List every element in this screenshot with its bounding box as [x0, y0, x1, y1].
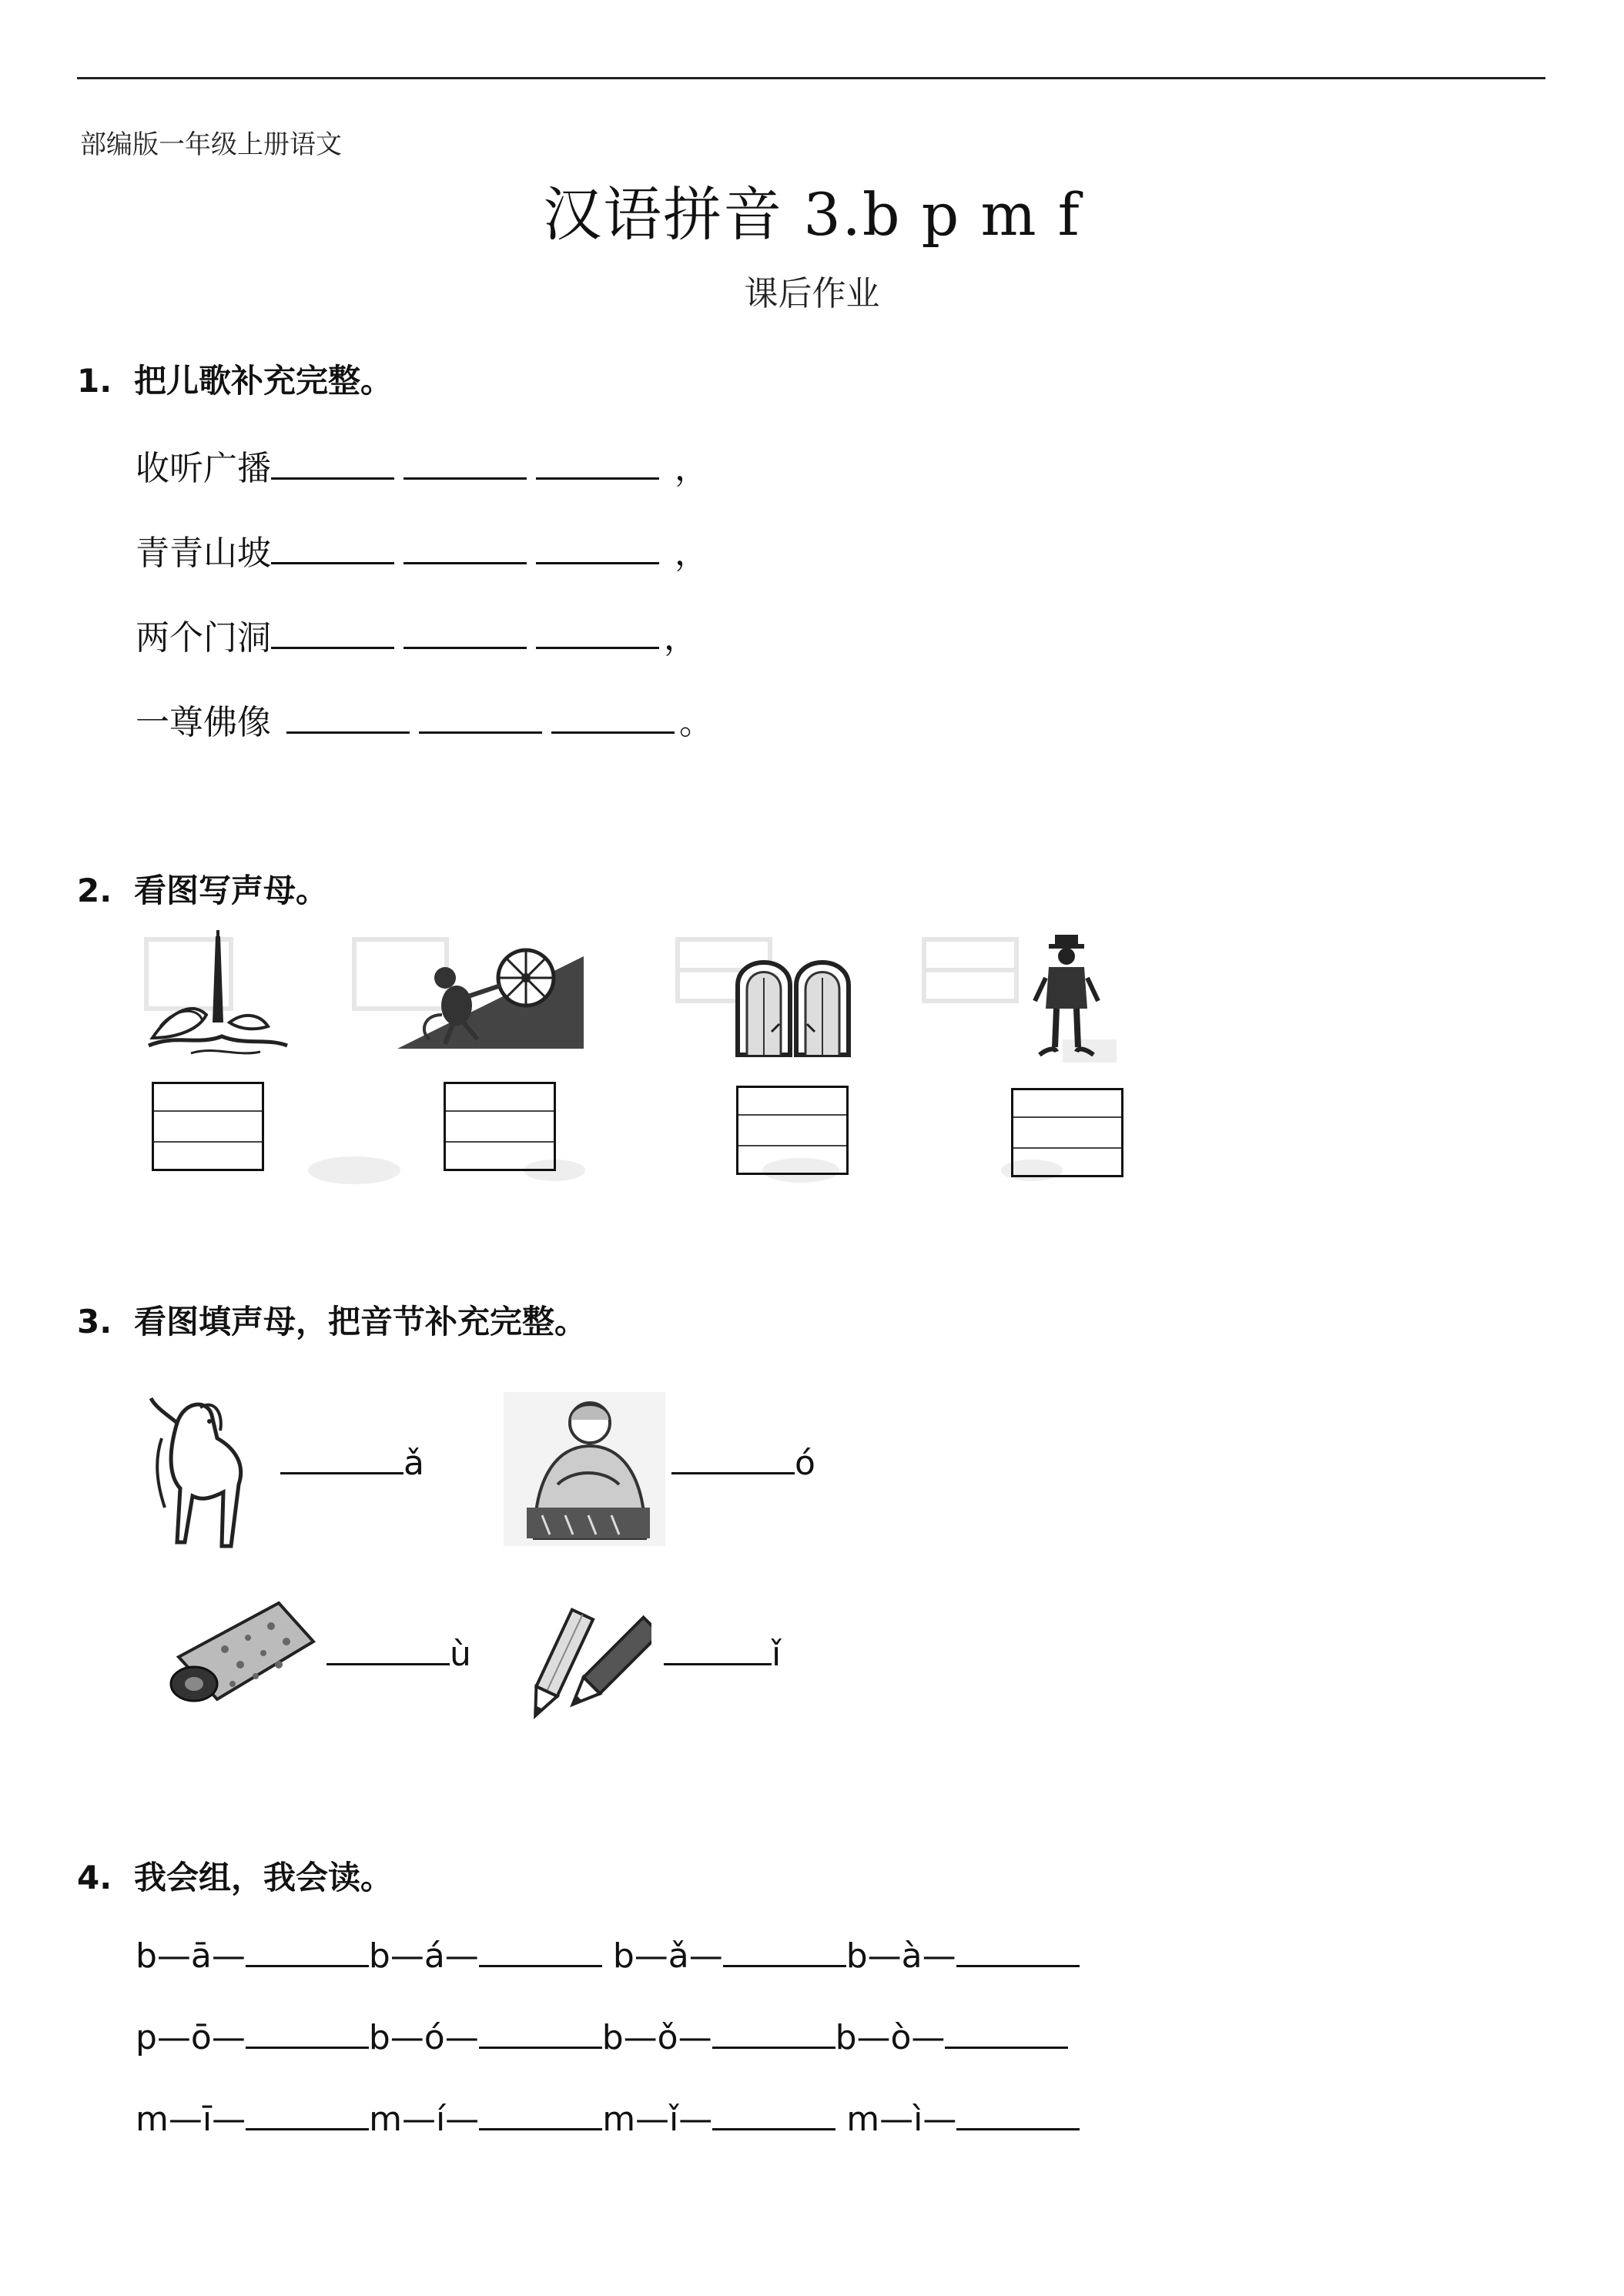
- q4-row-2: [136, 2017, 1068, 2057]
- double-arch-door-icon: [732, 947, 855, 1063]
- answer-blank[interactable]: [271, 618, 394, 649]
- q4-row-1: [136, 1936, 1080, 1976]
- horse-icon: [146, 1392, 270, 1554]
- q3-final: ǐ: [772, 1635, 782, 1674]
- question-1-number: 1.: [77, 362, 112, 400]
- question-2-number: 2.: [77, 872, 112, 909]
- q1-line-prefix: 一尊佛像: [136, 703, 271, 742]
- answer-blank[interactable]: [326, 1634, 450, 1665]
- monkey-pushing-wheel-icon: [391, 941, 591, 1056]
- syllable-stem: m—ī—: [136, 2100, 246, 2139]
- answer-blank[interactable]: [723, 1936, 846, 1967]
- q1-line-end: 。: [679, 703, 713, 742]
- answer-blank[interactable]: [712, 2017, 835, 2049]
- question-1-text: 把儿歌补充完整。: [134, 362, 393, 400]
- q3-final: ó: [795, 1444, 815, 1483]
- answer-blank[interactable]: [403, 618, 527, 649]
- answer-blank[interactable]: [479, 1936, 602, 1967]
- syllable-stem: m—ì—: [846, 2100, 957, 2139]
- syllable-stem: b—á—: [368, 1936, 479, 1976]
- top-rule: [77, 77, 1545, 79]
- q1-line-prefix: 两个门洞: [136, 618, 271, 658]
- question-2-heading: [77, 865, 328, 912]
- answer-blank[interactable]: [956, 1936, 1080, 1967]
- syllable-stem: b—ā—: [136, 1936, 246, 1976]
- old-woman-icon: [504, 1392, 665, 1546]
- question-4-text: 我会组，我会读。: [134, 1859, 393, 1896]
- answer-blank[interactable]: [956, 2099, 1080, 2130]
- question-4-heading: [77, 1853, 393, 1899]
- q3-final: ù: [450, 1635, 471, 1674]
- q1-line-1: [136, 440, 708, 490]
- question-3-heading: [77, 1297, 587, 1343]
- q3-item-2: [671, 1443, 815, 1483]
- page-title: 汉语拼音 3.b p m f: [543, 180, 1081, 249]
- q3-item-4: [664, 1634, 781, 1674]
- q1-line-end: ，: [664, 618, 698, 658]
- question-2-text: 看图写声母。: [134, 872, 329, 909]
- q1-line-2: [136, 525, 708, 574]
- writing-grid[interactable]: [152, 1082, 264, 1171]
- writing-grid[interactable]: [444, 1082, 556, 1171]
- answer-blank[interactable]: [551, 702, 675, 734]
- question-1-heading: [77, 356, 393, 402]
- answer-blank[interactable]: [246, 2099, 369, 2130]
- syllable-stem: b—ó—: [368, 2018, 479, 2057]
- q4-row-3: [136, 2099, 1080, 2139]
- answer-blank[interactable]: [246, 1936, 369, 1967]
- q3-final: ǎ: [403, 1444, 424, 1483]
- answer-blank[interactable]: [712, 2099, 835, 2130]
- q1-line-4: [136, 694, 713, 744]
- q1-line-end: ，: [675, 449, 708, 488]
- syllable-stem: p—ō—: [136, 2018, 246, 2057]
- answer-blank[interactable]: [536, 448, 659, 480]
- writing-grid[interactable]: [736, 1086, 849, 1175]
- buddha-statue-icon: [1032, 932, 1101, 1063]
- answer-blank[interactable]: [664, 1634, 772, 1665]
- q3-item-1: [280, 1443, 424, 1483]
- syllable-stem: m—ǐ—: [602, 2100, 713, 2139]
- answer-blank[interactable]: [246, 2017, 369, 2049]
- question-4-number: 4.: [77, 1859, 112, 1896]
- q1-line-prefix: 青青山坡: [136, 534, 271, 573]
- q1-line-prefix: 收听广播: [136, 449, 271, 488]
- pencils-icon: [528, 1602, 651, 1725]
- answer-blank[interactable]: [945, 2017, 1068, 2049]
- question-3-number: 3.: [77, 1303, 112, 1340]
- syllable-stem: b—ǒ—: [601, 2018, 712, 2057]
- broadcast-tower-icon: [145, 930, 291, 1061]
- answer-blank[interactable]: [403, 533, 527, 564]
- q3-item-3: [326, 1634, 471, 1674]
- answer-blank[interactable]: [280, 1443, 403, 1474]
- syllable-stem: b—ǎ—: [612, 1936, 723, 1976]
- answer-blank[interactable]: [286, 702, 410, 734]
- cloth-roll-icon: [163, 1595, 317, 1711]
- answer-blank[interactable]: [271, 448, 394, 480]
- syllable-stem: b—ò—: [835, 2018, 946, 2057]
- answer-blank[interactable]: [419, 702, 542, 734]
- answer-blank[interactable]: [479, 2017, 602, 2049]
- answer-blank[interactable]: [271, 533, 394, 564]
- answer-blank[interactable]: [479, 2099, 602, 2130]
- syllable-stem: m—í—: [369, 2100, 480, 2139]
- answer-blank[interactable]: [671, 1443, 795, 1474]
- answer-blank[interactable]: [403, 448, 527, 480]
- writing-grid[interactable]: [1011, 1088, 1123, 1177]
- page-subtitle: 课后作业: [744, 274, 880, 313]
- q1-line-end: ，: [675, 534, 708, 573]
- series-label: 部编版一年级上册语文: [80, 129, 342, 160]
- q1-line-3: [136, 610, 698, 659]
- question-3-text: 看图填声母，把音节补充完整。: [134, 1303, 588, 1340]
- answer-blank[interactable]: [536, 533, 659, 564]
- answer-blank[interactable]: [536, 618, 659, 649]
- syllable-stem: b—à—: [845, 1936, 956, 1976]
